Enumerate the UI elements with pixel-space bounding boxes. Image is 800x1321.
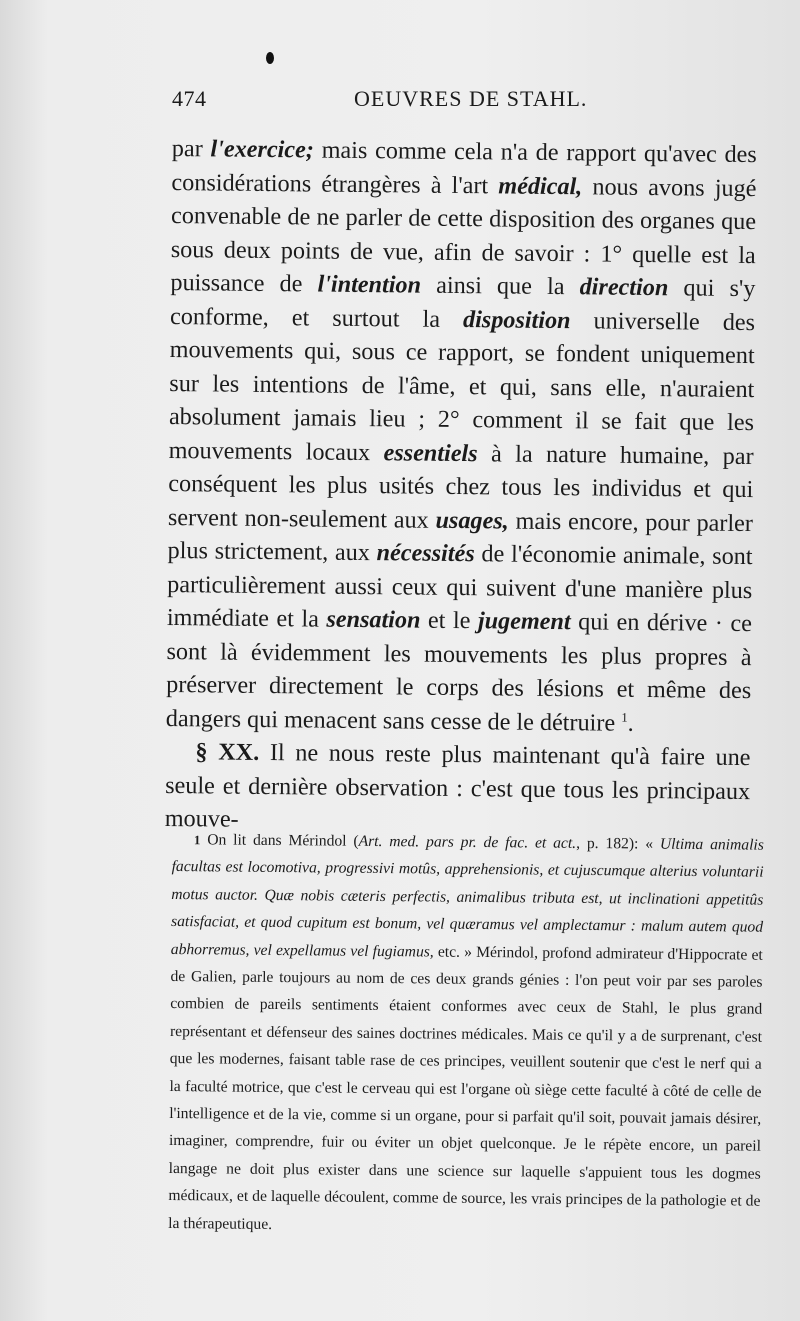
text-run: par — [171, 134, 211, 163]
text-run: mais encore, pour parler plus strictement, aux — [167, 507, 754, 567]
text-run: qui en dérive · ce sont là évidemment les mouvements les plus propres à préserver directement le corps des lésions et même des dangers qui menacent sans cesse de le détruire — [165, 608, 753, 737]
text-run: etc. » Mérindol, profond admirateur d'Hippocrate et de Galien, parle toujours au nom de ces deux grands génies : l'on peut voir par ses paroles combien de pareils sentiments étaient conformes avec ceux de Stahl, le plus grand représentant et défenseur des saines doctrines médicales. Mais ce qu'il y a de surprenant, c'est que les modernes, faisant table rase de ces principes, veuillent soutenir que c'est le nerf qui a la faculté motrice, que c'est le cerveau qui est l'organe où siège cette faculté à côté de celle de l'intelligence et de la vie, comme si un organe, pour si parfait qu'il soit, pouvait jamais désirer, imaginer, comprendre, fuir ou éviter un objet quelconque. Je le répète encore, un pareil langage ne doit plus exister dans une science sur laquelle s'appuient tous les dogmes médicaux, et de laquelle découlent, comme de source, les vrais principes de la pathologie et de la thérapeutique. — [168, 943, 763, 1233]
text-run: universelle des mouvements qui, sous ce rapport, se fondent uniquement sur les intentions de l'âme, et qui, sans elle, n'auraient absolument jamais lieu ; 2° comment il se fait que les mouvements locaux — [168, 306, 756, 466]
text-run: Il ne nous reste plus maintenant qu'à faire une seule et dernière observation : c'est que tous les principaux mouve- — [164, 738, 751, 833]
citation: Art. med. pars pr. de fac. et act. — [358, 832, 577, 852]
emphasis: usages, — [435, 506, 509, 535]
footnote-marker: 1 — [193, 832, 201, 848]
emphasis: l'exercice; — [210, 135, 315, 164]
emphasis: l'intention — [317, 270, 422, 299]
text-run: à la nature humaine, par conséquent les plus usités chez tous les individus et qui servent non-seulement aux — [167, 439, 754, 534]
text-run: nous avons jugé convenable de ne parler de cette disposition des organes que sous deux points de vue, afin de savoir : 1° quelle est la puissance de — [170, 172, 757, 298]
section-number: § XX. — [195, 738, 260, 766]
main-text — [165, 132, 757, 842]
paragraph — [166, 132, 757, 741]
text-run: de l'économie animale, sont particulièrement aussi ceux qui suivent d'une manière plus immédiate et la — [166, 540, 753, 633]
text-run: . — [627, 709, 634, 737]
text-run: et le — [420, 606, 479, 635]
text-run: On lit dans Mérindol ( — [200, 831, 359, 850]
text-run: ainsi que la — [420, 271, 580, 301]
text-run: qui s'y conforme, et surtout la — [169, 274, 756, 333]
footnote — [168, 826, 764, 1243]
text-run: , p. 182): « — [576, 834, 661, 853]
emphasis: nécessités — [376, 539, 475, 568]
footnote-reference: 1 — [621, 709, 628, 725]
page-header — [172, 86, 772, 118]
latin-quote: Ultima animalis facultas est locomotiva, progressivi motûs, apprehensionis, et cujuscumque alterius voluntarii motus auctor. Quæ nobis cæteris perfectis, animalibus tributa est, ut inclinationi appetitûs satisfaciat, et quod cupitum est bonum, vel quæramus vel amplectamur : malum autem quod abhorremus, vel expellamus vel fugiamus, — [170, 835, 764, 961]
emphasis: direction — [579, 273, 669, 302]
emphasis: jugement — [477, 607, 571, 636]
emphasis: médical, — [498, 171, 583, 200]
text-run: mais comme cela n'a de rapport qu'avec des considérations étrangères à l'art — [171, 136, 757, 199]
emphasis: essentiels — [383, 438, 478, 467]
ink-spot — [266, 52, 274, 64]
page-number: 474 — [172, 86, 207, 111]
emphasis: disposition — [462, 305, 571, 334]
footnote-block — [168, 826, 764, 1243]
emphasis: sensation — [326, 605, 421, 634]
running-title: OEUVRES DE STAHL. — [354, 86, 588, 111]
section-paragraph — [165, 735, 751, 842]
